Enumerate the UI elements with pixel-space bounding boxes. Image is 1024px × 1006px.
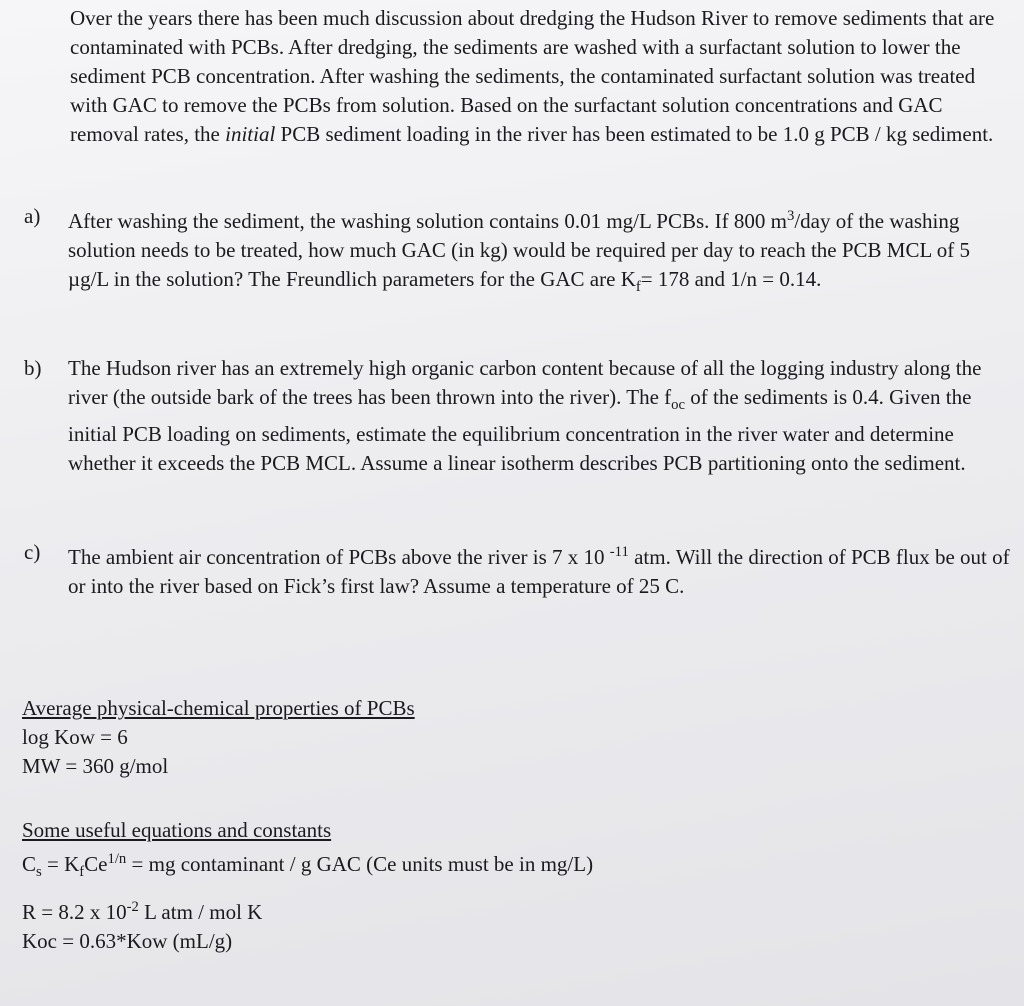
question-a-text-1: After washing the sediment, the washing solution contains 0.01 mg/L PCBs. If 800 m (68, 209, 787, 233)
question-a-sub: f (635, 279, 641, 296)
cs-part-b: = K (41, 852, 80, 876)
intro-text-2: PCB sediment loading in the river has been estimated to be 1.0 g PCB / kg sediment. (275, 122, 994, 146)
intro-text-1: Over the years there has been much discussion about dredging the Hudson River to remove sediments that are contaminated with PCBs. After dredging, the sediments are washed with a surfactant solution to lower the sediment PCB concentration. After washing the sediments, the contaminated surfactant solution was treated with GAC to remove the PCBs from solution. Based on the surfactant solution concentrations and GAC removal rates, the (70, 6, 995, 146)
cs-part-c: Ce (84, 852, 108, 876)
question-c (24, 538, 1014, 601)
equations-heading: Some useful equations and constants (22, 818, 332, 842)
intro-paragraph (70, 4, 1000, 149)
question-c-sup: -11 (609, 544, 629, 560)
r-part-a: R = 8.2 x 10 (22, 900, 127, 925)
equations-section (22, 816, 593, 956)
properties-heading: Average physical-chemical properties of PCBs (22, 696, 415, 720)
cs-part-a: C (22, 852, 37, 876)
r-sup: -2 (126, 899, 139, 916)
question-b-sub: oc (671, 397, 686, 414)
question-a (24, 202, 1014, 302)
question-a-label: a) (24, 204, 41, 228)
question-a-text-3: = 178 and 1/n = 0.14. (640, 267, 822, 291)
question-b-label: b) (24, 356, 42, 380)
question-b-text-1: The Hudson river has an extremely high organic carbon content because of all the logging industry along the river (the outside bark of the trees has been thrown into the river). The f (68, 356, 982, 409)
cs-sub-s: s (36, 864, 42, 881)
koc-line: Koc = 0.63*Kow (mL/g) (22, 929, 233, 954)
cs-sup-exponent: 1/n (107, 851, 127, 867)
mw-line: MW = 360 g/mol (22, 754, 169, 778)
cs-sub-f: f (79, 864, 85, 881)
question-a-sup: 3 (786, 208, 795, 224)
question-a-text-2: /day of the washing solution needs to be treated, how much GAC (in kg) would be required per day to reach the PCB MCL of 5 µg/L in the solution? The Freundlich parameters for the GAC are K (68, 209, 971, 291)
question-c-label: c) (24, 540, 41, 564)
r-part-b: L atm / mol K (138, 900, 263, 925)
question-c-text (68, 538, 1014, 601)
question-c-text-2: atm. Will the direction of PCB flux be out of or into the river based on Fick’s first law? Assume a temperature of 25 C. (68, 545, 1010, 598)
cs-part-d: = mg contaminant / g GAC (Ce units must be in mg/L) (126, 852, 594, 876)
properties-section (22, 694, 415, 781)
question-b (24, 354, 1014, 478)
freundlich-equation (22, 845, 593, 887)
gas-constant-line (22, 893, 593, 927)
question-a-text (68, 202, 1014, 302)
log-kow-line: log Kow = 6 (22, 725, 128, 749)
intro-italic-word: initial (225, 122, 276, 146)
question-b-text-2: of the sediments is 0.4. Given the initial PCB loading on sediments, estimate the equilibrium concentration in the river water and determine whether it exceeds the PCB MCL. Assume a linear isotherm describes PCB partitioning onto the sediment. (68, 385, 972, 476)
question-b-text (68, 354, 1014, 478)
question-c-text-1: The ambient air concentration of PCBs above the river is 7 x 10 (68, 545, 610, 569)
